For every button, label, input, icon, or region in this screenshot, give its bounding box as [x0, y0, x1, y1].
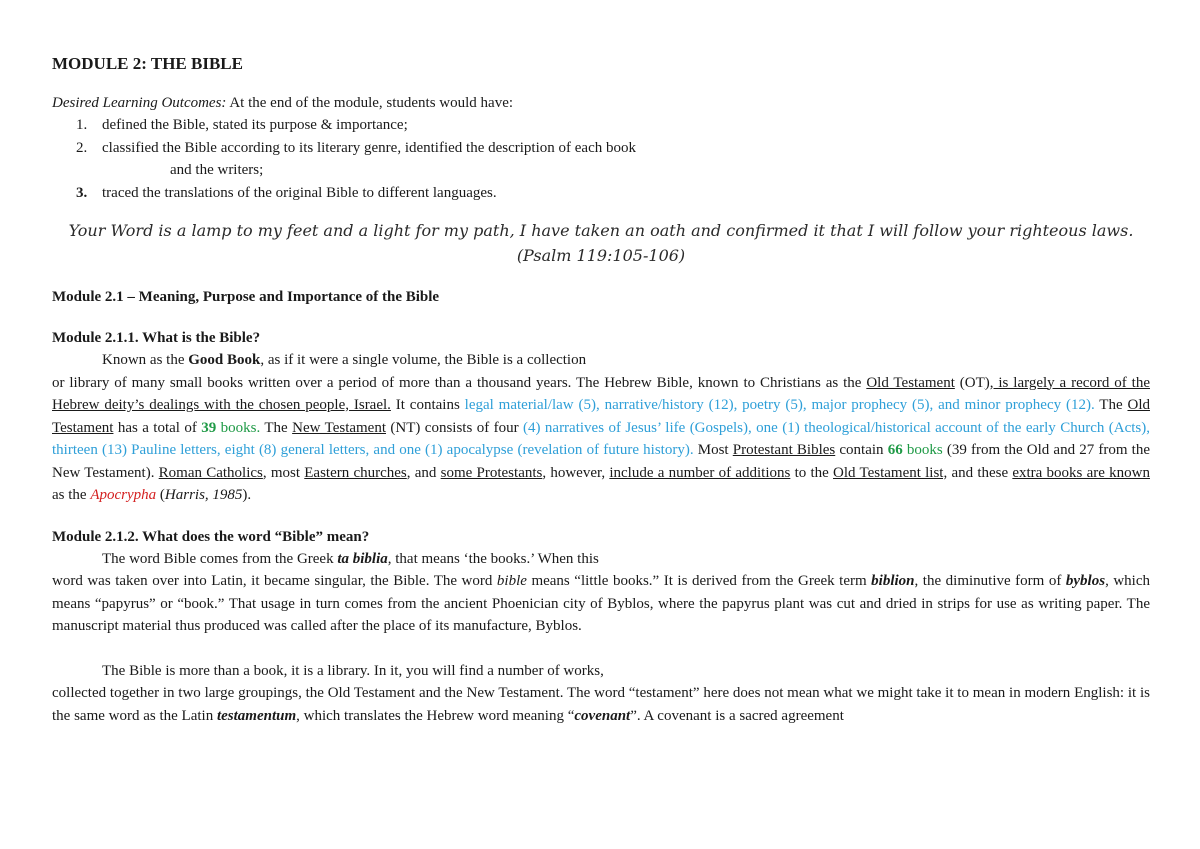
outcome-number: 2. [76, 139, 88, 156]
paragraph-what-is-bible: Known as the Good Book, as if it were a single volume, the Bible is a collection or library of many small books written over a period of more than a thousand years. The Hebrew Bible, known to Christians as the Old Testament (OT), is largely a record of the Hebrew deity’s dealings with the chosen people, Israel. It contains legal material/law (5), narrative/history (12), poetry (5), major prophecy (5), and minor prophecy (12). The Old Testament has a total of 39 books. The New Testament (NT) consists of four (4) narratives of Jesus’ life (Gospels), one (1) theological/historical account of the early Church (Acts), thirteen (13) Pauline letters, eight (8) general letters, and one (1) apocalypse (revelation of future history). Most Protestant Bibles contain 66 books (39 from the Old and 27 from the New Testament). Roman Catholics, most Eastern churches, and some Protestants, however, include a number of additions to the Old Testament list, and these extra books are known as the Apocrypha (Harris, 1985). [52, 352, 1151, 503]
learning-outcomes [52, 92, 1150, 204]
paragraph-bible-meaning: The word Bible comes from the Greek ta biblia, that means ‘the books.’ When this word was taken over into Latin, it became singular, the Bible. The word bible means “little books.” It is derived from the Greek term biblion, the diminutive form of byblos, which means “papyrus” or “book.” That usage in turn comes from the ancient Phoenician city of Byblos, where the papyrus plant was cut and dried in strips for use as writing paper. The manuscript material thus produced was called after the place of its manufacture, Byblos. [52, 550, 1150, 634]
nt-parts: (4) narratives of Jesus’ life (Gospels), one (1) theological/historical account of the early Church (Acts), thirteen (13) Pauline letters, eight (8) general letters, and one (1) apocalypse (revelation of future history). [52, 419, 1150, 458]
apocrypha-term: Apocrypha [90, 487, 157, 503]
verse-text: Your Word is a lamp to my feet and a light for my path, I have taken an oath and confirmed it that I will follow your righteous laws. [68, 221, 1134, 240]
outcome-item [52, 137, 1150, 182]
document-page [52, 52, 1150, 727]
module-heading: Module 2.1 – Meaning, Purpose and Importance of the Bible [52, 289, 440, 305]
section-heading-what-is-bible: Module 2.1.1. What is the Bible? [52, 330, 261, 346]
outcomes-list [52, 114, 1150, 204]
verse-reference: (Psalm 119:105-106) [516, 246, 686, 265]
citation: Harris, 1985 [164, 487, 243, 503]
outcome-text: classified the Bible according to its literary genre, identified the description of each book [102, 139, 636, 156]
outcomes-label: Desired Learning Outcomes: [52, 95, 227, 111]
outcome-number: 1. [76, 117, 88, 133]
outcome-text: traced the translations of the original Bible to different languages. [102, 184, 497, 201]
outcome-text-continued: and the writers; [170, 162, 264, 178]
section-heading-bible-meaning: Module 2.1.2. What does the word “Bible” mean? [52, 528, 370, 545]
paragraph-library: The Bible is more than a book, it is a library. In it, you will find a number of works, collected together in two large groupings, the Old Testament and the New Testament. The word “testament” here does not mean what we might take it to mean in modern English: it is the same word as the Latin testamentum, which translates the Hebrew word meaning “covenant”. A covenant is a sacred agreement [52, 662, 1150, 724]
scripture-quote [52, 218, 1150, 268]
outcome-text: defined the Bible, stated its purpose & importance; [102, 117, 408, 133]
outcome-item [52, 182, 1150, 205]
outcome-item [52, 114, 1150, 137]
good-book-term: Good Book [188, 352, 261, 368]
outcomes-intro: At the end of the module, students would have: [226, 95, 514, 111]
outcome-number: 3. [76, 184, 88, 201]
module-title: MODULE 2: THE BIBLE [52, 54, 243, 73]
genres-list: legal material/law (5), narrative/history (12), poetry (5), major prophecy (5), and minor prophecy (12). [464, 397, 1095, 413]
